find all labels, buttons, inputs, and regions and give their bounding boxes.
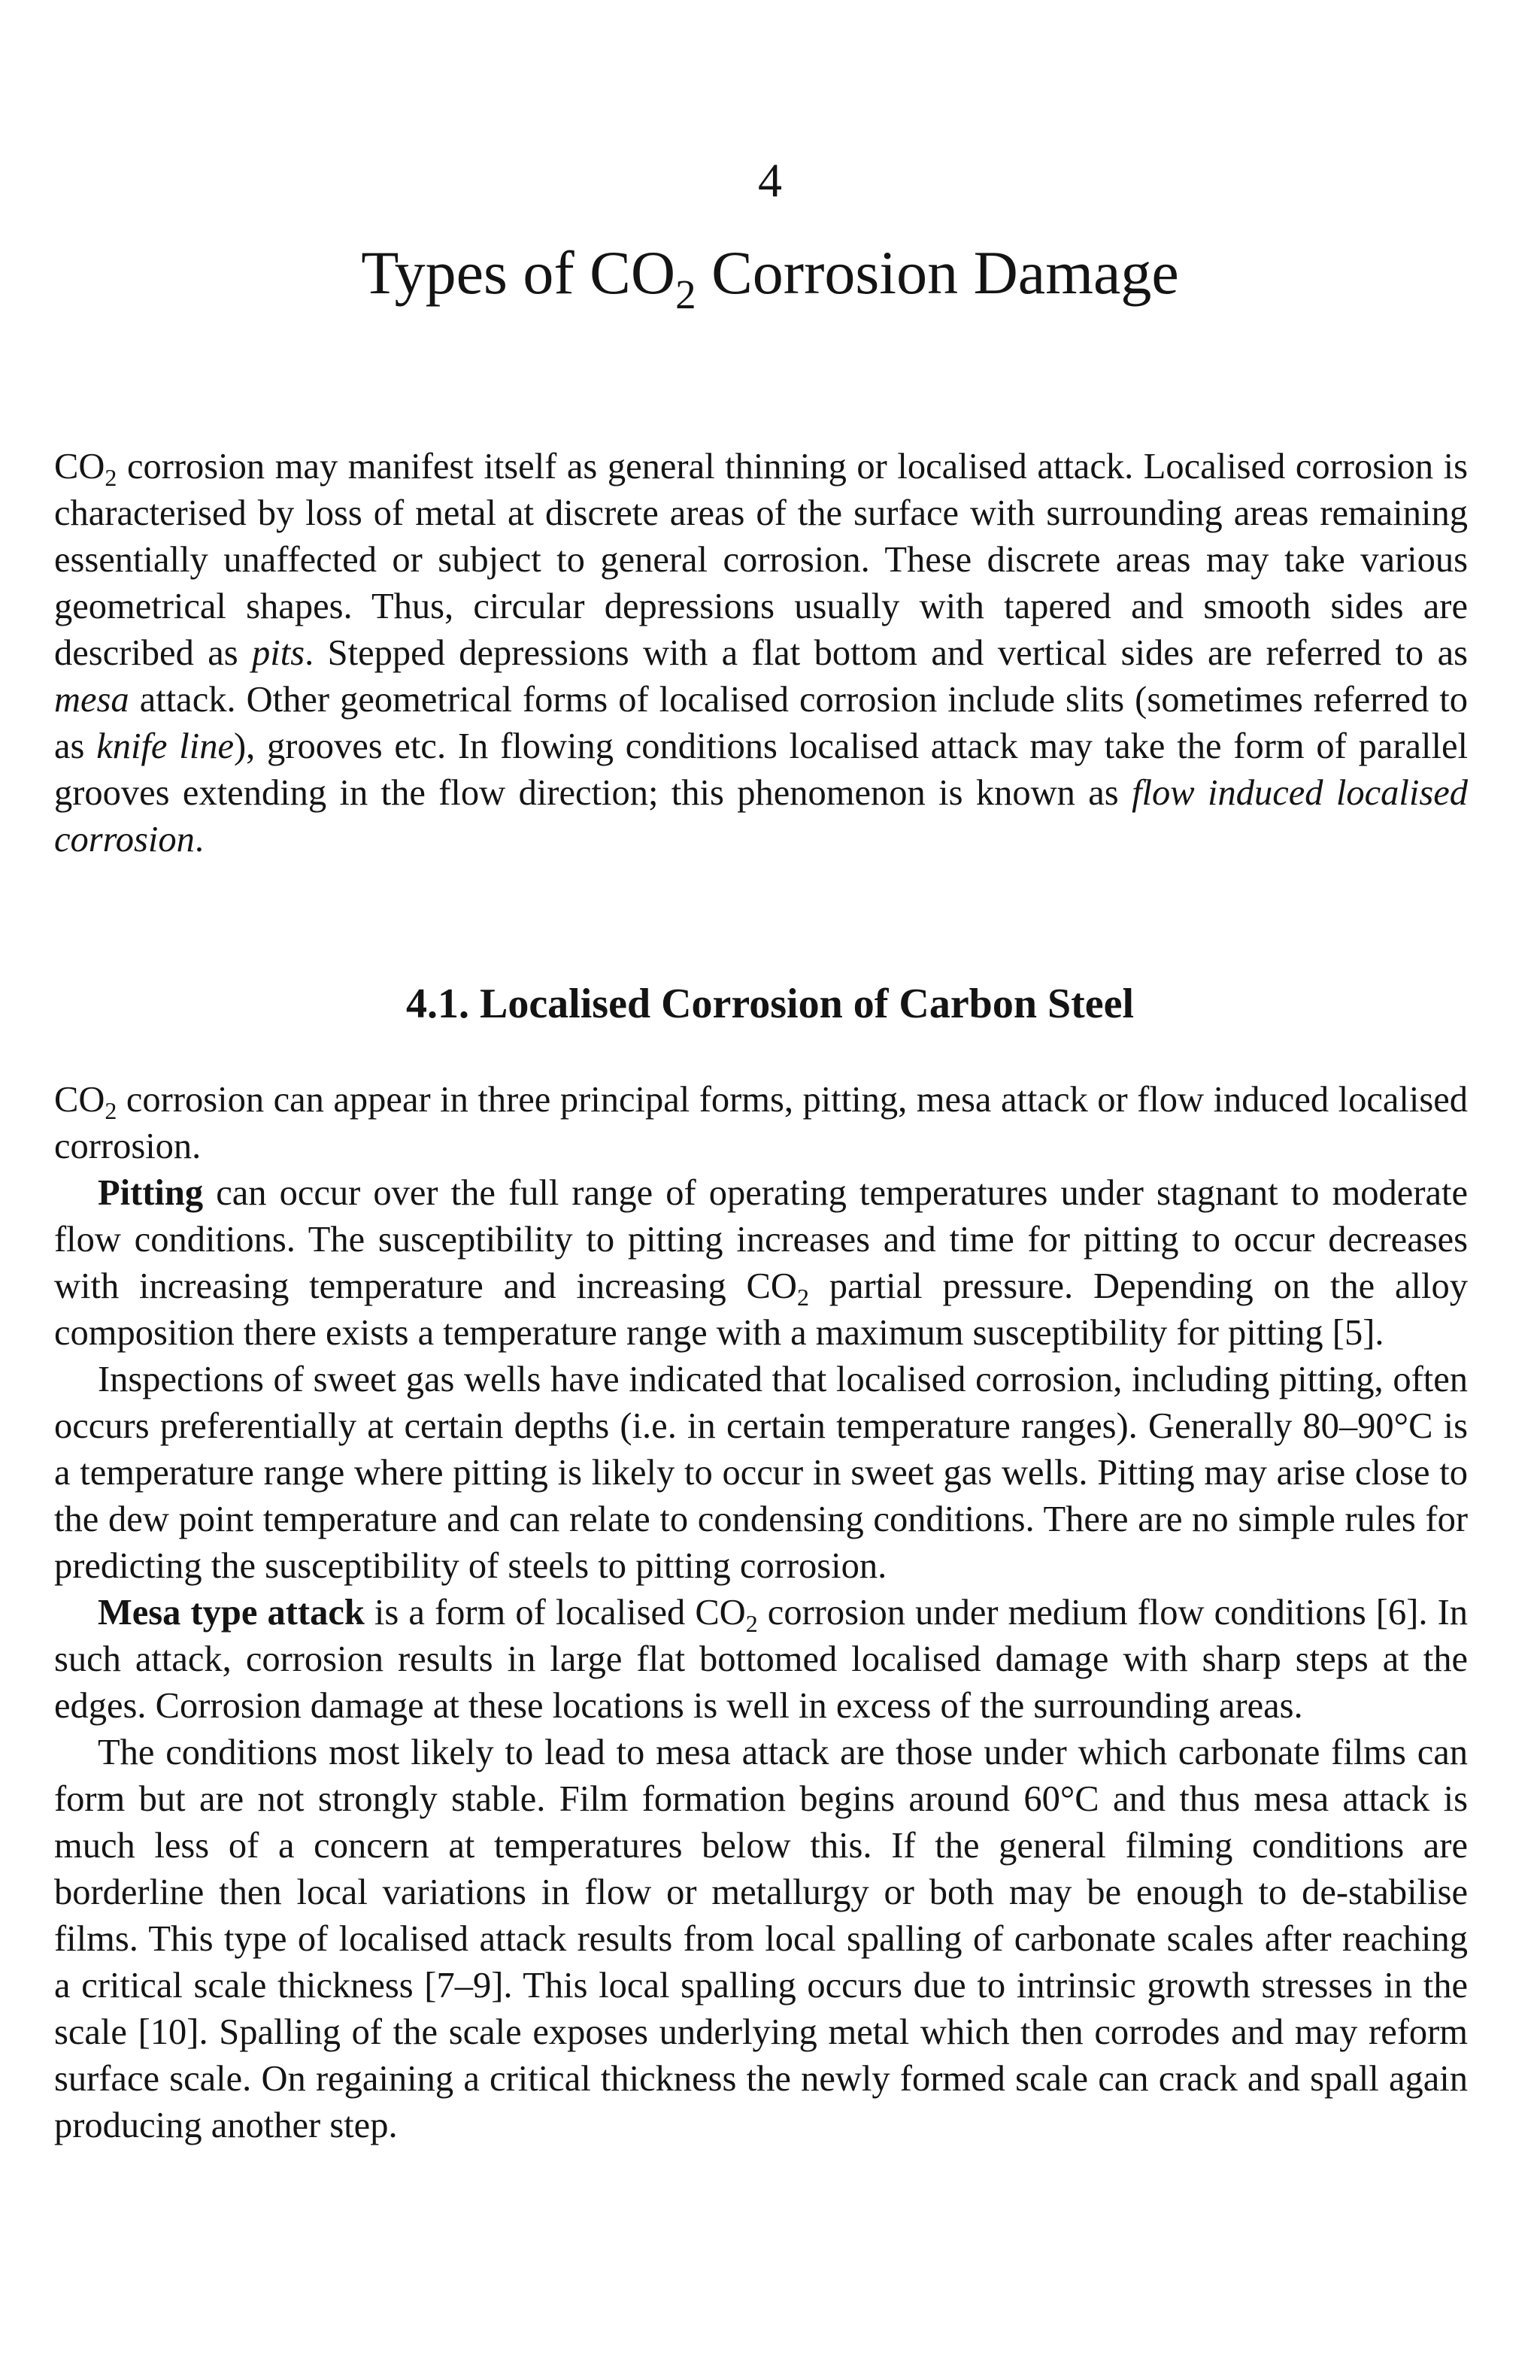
chapter-number: 4 [758, 153, 782, 207]
intro-section [54, 444, 1468, 863]
intro-paragraph: $CO_2$ corrosion may manifest itself as general thinning or localised attack. Localised corrosion is characterised by loss of metal at discrete areas of the surface with surrounding areas remaining essentially unaffected or subject to general corrosion. These discrete areas may take various geometrical shapes. Thus, circular depressions usually with tapered and smooth sides are described as pits. Stepped depressions with a flat bottom and vertical sides are referred to as mesa attack. Other geometrical forms of localised corrosion include slits (sometimes referred to as knife line), grooves etc. In flowing conditions localised attack may take the form of parallel grooves extending in the flow direction; this phenomenon is known as flow induced localised corrosion. [54, 447, 1468, 860]
body-paragraph-mesa: Mesa type attack is a form of localised $CO_2$ corrosion under medium flow conditions [6]. In such attack, corrosion results in large flat bottomed localised damage with sharp steps at the edges. Corrosion damage at these locations is well in excess of the surrounding areas. [54, 1593, 1468, 1726]
body-paragraph-inspections: Inspections of sweet gas wells have indicated that localised corrosion, including pitting, often occurs preferentially at certain depths (i.e. in certain temperature ranges). Generally 80–90°C is a temperature range where pitting is likely to occur in sweet gas wells. Pitting may arise close to the dew point temperature and can relate to condensing conditions. There are no simple rules for predicting the susceptibility of steels to pitting corrosion. [54, 1360, 1468, 1586]
body-paragraph-forms: $CO_2$ corrosion can appear in three principal forms, pitting, mesa attack or flow induced localised corrosion. [54, 1080, 1468, 1166]
body-paragraph-pitting: Pitting can occur over the full range of operating temperatures under stagnant to moderate flow conditions. The susceptibility to pitting increases and time for pitting to occur decreases with increasing temperature and increasing $CO_2$ partial pressure. Depending on the alloy composition there exists a temperature range with a maximum susceptibility for pitting [5]. [54, 1173, 1469, 1353]
section-heading: 4.1. Localised Corrosion of Carbon Steel [405, 981, 1135, 1027]
body-paragraph-conditions: The conditions most likely to lead to mesa attack are those under which carbonate films can form but are not strongly stable. Film formation begins around 60°C and thus mesa attack is much less of a concern at temperatures below this. If the general filming conditions are borderline then local variations in flow or metallurgy or both may be enough to de-stabilise films. This type of localised attack results from local spalling of carbonate scales after reaching a critical scale thickness [7–9]. This local spalling occurs due to intrinsic growth stresses in the scale [10]. Spalling of the scale exposes underlying metal which then corrodes and may reform surface scale. On regaining a critical thickness the newly formed scale can crack and spall again producing another step. [54, 1733, 1468, 2145]
section-body [54, 1077, 1468, 2149]
chapter-title: Types of $CO_2$ Corrosion Damage [361, 238, 1179, 317]
